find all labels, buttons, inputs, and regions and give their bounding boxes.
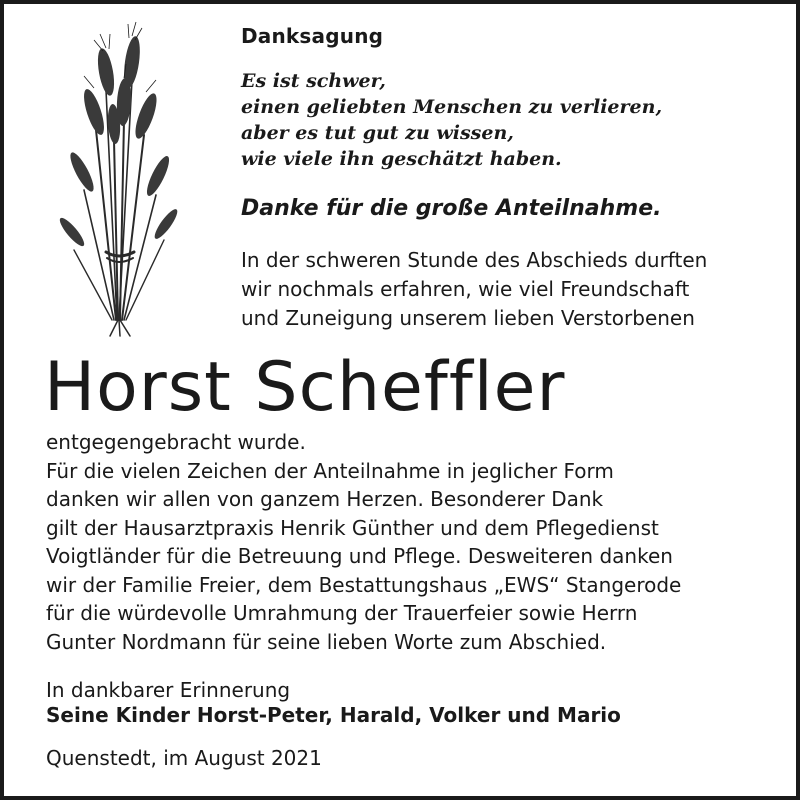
intro-line: In der schweren Stunde des Abschieds durften <box>241 248 708 272</box>
wheat-sheaf-icon <box>44 20 196 338</box>
body-line: entgegengebracht wurde. <box>46 430 306 454</box>
body-line: Gunter Nordmann für seine lieben Worte zum Abschied. <box>46 629 607 654</box>
intro-line: wir nochmals erfahren, wie viel Freundschaft <box>241 277 690 301</box>
deceased-name: Horst Scheffler <box>44 348 566 427</box>
poem-line: einen geliebten Menschen zu verlieren, <box>241 96 663 118</box>
body-line: Für die vielen Zeichen der Anteilnahme in jeglicher Form <box>46 458 614 483</box>
intro-line: und Zuneigung unserem lieben Verstorbenen <box>241 306 695 330</box>
body-line: für die würdevolle Umrahmung der Trauerfeier sowie Herrn <box>46 601 638 625</box>
intro-text <box>241 246 707 333</box>
thanks-line: Danke für die große Anteilnahme. <box>241 196 662 221</box>
closing-line: In dankbarer Erinnerung <box>46 678 291 702</box>
signers: Seine Kinder Horst-Peter, Harald, Volker und Mario <box>46 703 621 727</box>
body-line: gilt der Hausarztpraxis Henrik Günther und dem Pflegedienst <box>46 515 659 540</box>
poem-line: wie viele ihn geschätzt haben. <box>241 148 562 170</box>
place-date: Quenstedt, im August 2021 <box>46 746 322 770</box>
poem-line: aber es tut gut zu wissen, <box>241 122 514 144</box>
body-line: danken wir allen von ganzem Herzen. Besonderer Dank <box>46 487 604 511</box>
notice-heading: Danksagung <box>241 24 384 48</box>
poem <box>241 68 662 172</box>
body-text <box>46 428 681 656</box>
poem-line: Es ist schwer, <box>241 70 386 92</box>
body-line: Voigtländer für die Betreuung und Pflege. Desweiteren danken <box>46 544 673 568</box>
body-line: wir der Familie Freier, dem Bestattungshaus „EWS“ Stangerode <box>46 572 682 597</box>
